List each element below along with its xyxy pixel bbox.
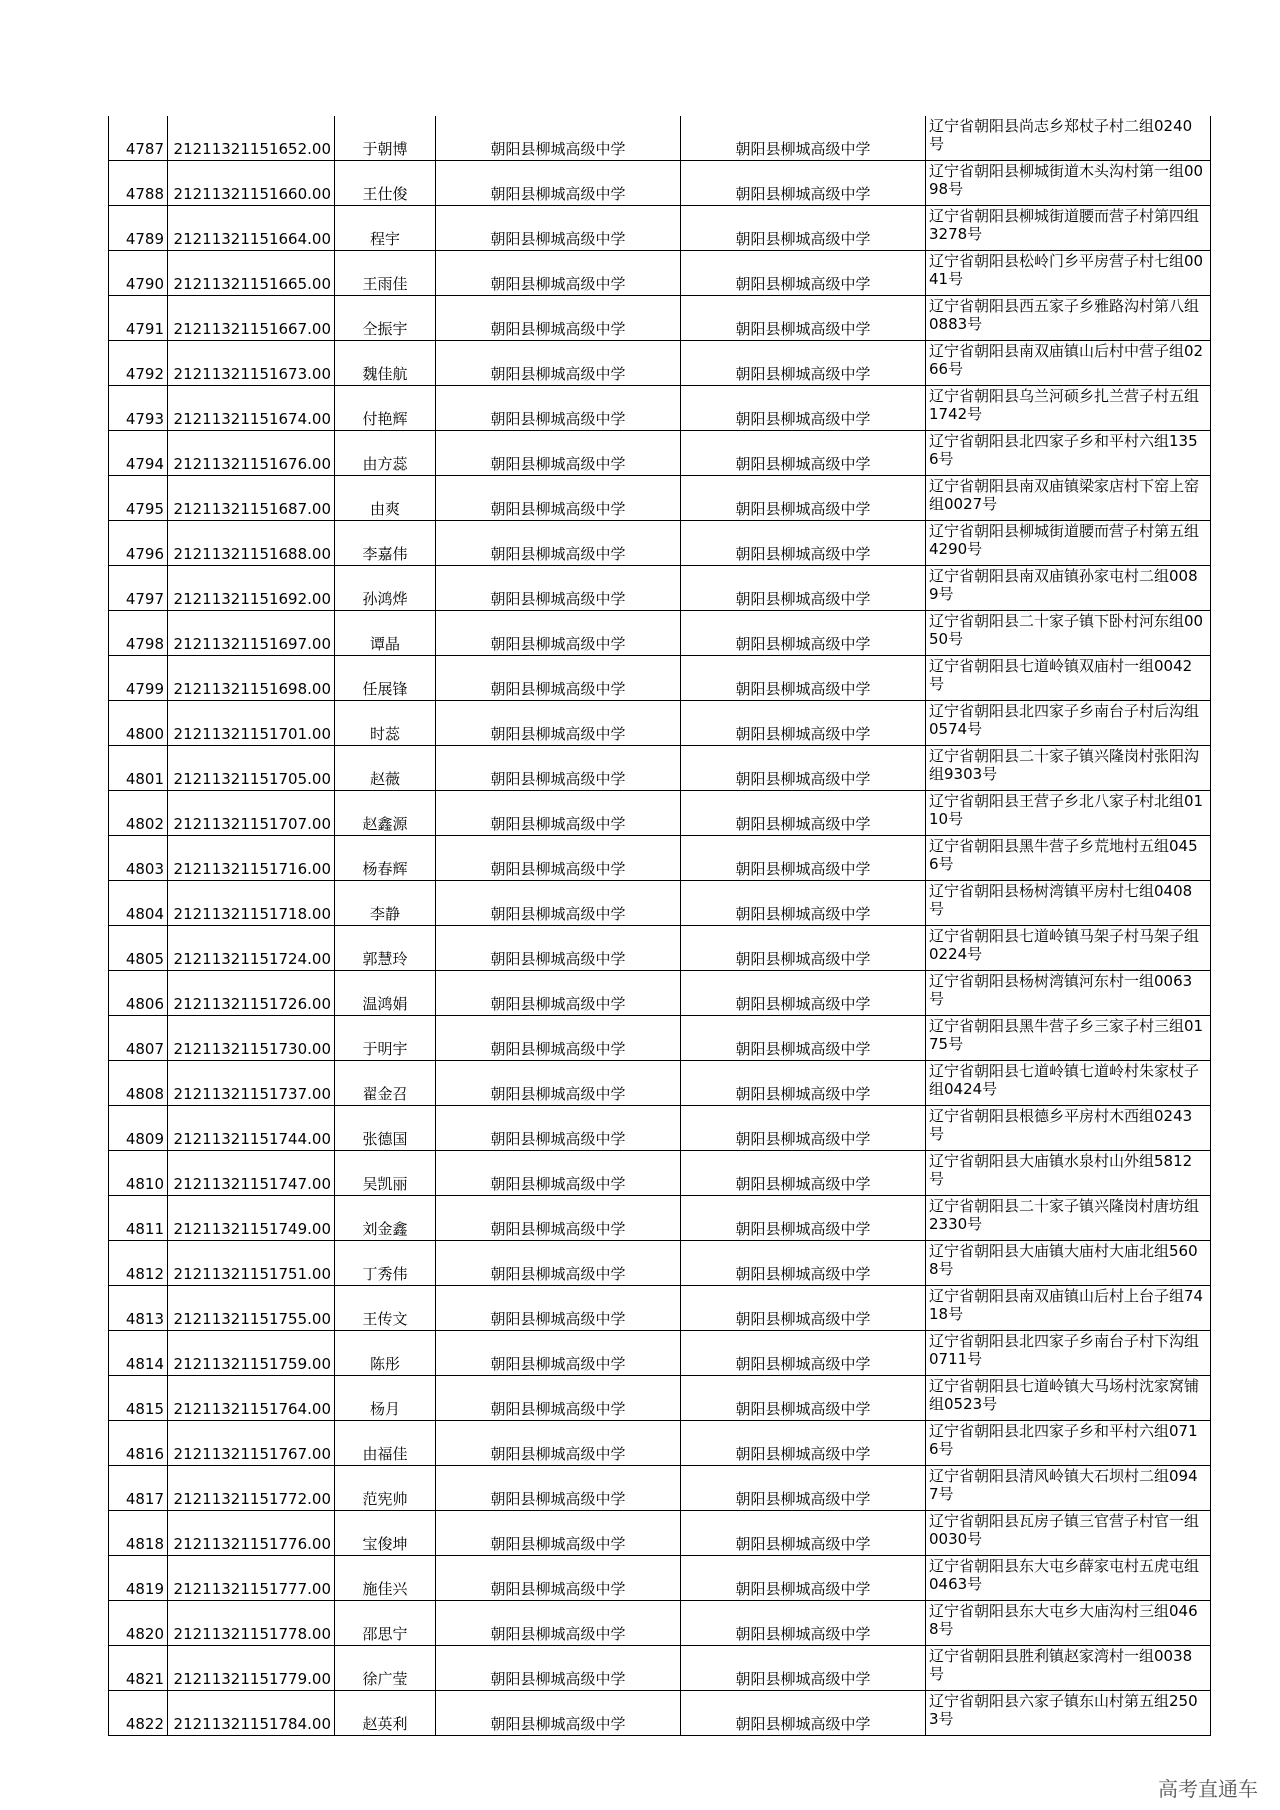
exam-id-cell: 21211321151764.00: [168, 1376, 335, 1421]
graduating-school-cell: 朝阳县柳城高级中学: [436, 701, 681, 746]
table-row: [109, 431, 1211, 476]
student-name-cell: 赵鑫源: [335, 791, 436, 836]
graduating-school-cell: 朝阳县柳城高级中学: [436, 881, 681, 926]
table-row: [109, 926, 1211, 971]
table-row: [109, 746, 1211, 791]
home-address-cell: 辽宁省朝阳县东大屯乡薛家屯村五虎屯组0463号: [926, 1556, 1211, 1601]
student-name-cell: 杨月: [335, 1376, 436, 1421]
home-address-cell: 辽宁省朝阳县北四家子乡和平村六组0716号: [926, 1421, 1211, 1466]
table-row: [109, 206, 1211, 251]
home-address-cell: 辽宁省朝阳县二十家子镇兴隆岗村张阳沟组9303号: [926, 746, 1211, 791]
row-number-cell: 4800: [109, 701, 168, 746]
admitted-school-cell: 朝阳县柳城高级中学: [681, 296, 926, 341]
student-name-cell: 王传文: [335, 1286, 436, 1331]
exam-id-cell: 21211321151784.00: [168, 1691, 335, 1736]
admitted-school-cell: 朝阳县柳城高级中学: [681, 1196, 926, 1241]
graduating-school-cell: 朝阳县柳城高级中学: [436, 1556, 681, 1601]
home-address-cell: 辽宁省朝阳县南双庙镇梁家店村下窑上窑组0027号: [926, 476, 1211, 521]
graduating-school-cell: 朝阳县柳城高级中学: [436, 161, 681, 206]
table-row: [109, 1196, 1211, 1241]
home-address-cell: 辽宁省朝阳县二十家子镇兴隆岗村唐坊组2330号: [926, 1196, 1211, 1241]
admitted-school-cell: 朝阳县柳城高级中学: [681, 1241, 926, 1286]
admitted-school-cell: 朝阳县柳城高级中学: [681, 791, 926, 836]
home-address-cell: 辽宁省朝阳县大庙镇大庙村大庙北组5608号: [926, 1241, 1211, 1286]
admitted-school-cell: 朝阳县柳城高级中学: [681, 836, 926, 881]
row-number-cell: 4803: [109, 836, 168, 881]
student-name-cell: 于明宇: [335, 1016, 436, 1061]
graduating-school-cell: 朝阳县柳城高级中学: [436, 1646, 681, 1691]
student-name-cell: 任展锋: [335, 656, 436, 701]
admitted-school-cell: 朝阳县柳城高级中学: [681, 566, 926, 611]
table-row: [109, 836, 1211, 881]
student-name-cell: 王雨佳: [335, 251, 436, 296]
table-row: [109, 1241, 1211, 1286]
row-number-cell: 4794: [109, 431, 168, 476]
row-number-cell: 4815: [109, 1376, 168, 1421]
graduating-school-cell: 朝阳县柳城高级中学: [436, 1466, 681, 1511]
admitted-school-cell: 朝阳县柳城高级中学: [681, 1646, 926, 1691]
table-row: [109, 1466, 1211, 1511]
table-row: [109, 971, 1211, 1016]
graduating-school-cell: 朝阳县柳城高级中学: [436, 386, 681, 431]
student-name-cell: 李静: [335, 881, 436, 926]
row-number-cell: 4822: [109, 1691, 168, 1736]
home-address-cell: 辽宁省朝阳县黑牛营子乡荒地村五组0456号: [926, 836, 1211, 881]
admitted-school-cell: 朝阳县柳城高级中学: [681, 386, 926, 431]
row-number-cell: 4814: [109, 1331, 168, 1376]
graduating-school-cell: 朝阳县柳城高级中学: [436, 1331, 681, 1376]
table-row: [109, 1556, 1211, 1601]
graduating-school-cell: 朝阳县柳城高级中学: [436, 1196, 681, 1241]
exam-id-cell: 21211321151779.00: [168, 1646, 335, 1691]
exam-id-cell: 21211321151737.00: [168, 1061, 335, 1106]
student-name-cell: 仝振宇: [335, 296, 436, 341]
student-name-cell: 程宇: [335, 206, 436, 251]
home-address-cell: 辽宁省朝阳县七道岭镇马架子村马架子组0224号: [926, 926, 1211, 971]
admitted-school-cell: 朝阳县柳城高级中学: [681, 1016, 926, 1061]
row-number-cell: 4805: [109, 926, 168, 971]
row-number-cell: 4812: [109, 1241, 168, 1286]
graduating-school-cell: 朝阳县柳城高级中学: [436, 1151, 681, 1196]
row-number-cell: 4793: [109, 386, 168, 431]
table-row: [109, 881, 1211, 926]
home-address-cell: 辽宁省朝阳县七道岭镇七道岭村朱家杖子组0424号: [926, 1061, 1211, 1106]
exam-id-cell: 21211321151673.00: [168, 341, 335, 386]
home-address-cell: 辽宁省朝阳县北四家子乡和平村六组1356号: [926, 431, 1211, 476]
row-number-cell: 4809: [109, 1106, 168, 1151]
table-row: [109, 251, 1211, 296]
graduating-school-cell: 朝阳县柳城高级中学: [436, 296, 681, 341]
row-number-cell: 4801: [109, 746, 168, 791]
student-name-cell: 李嘉伟: [335, 521, 436, 566]
graduating-school-cell: 朝阳县柳城高级中学: [436, 251, 681, 296]
table-row: [109, 1016, 1211, 1061]
student-name-cell: 杨春辉: [335, 836, 436, 881]
exam-id-cell: 21211321151705.00: [168, 746, 335, 791]
row-number-cell: 4799: [109, 656, 168, 701]
exam-id-cell: 21211321151688.00: [168, 521, 335, 566]
row-number-cell: 4820: [109, 1601, 168, 1646]
table-row: [109, 656, 1211, 701]
exam-id-cell: 21211321151707.00: [168, 791, 335, 836]
table-row: [109, 611, 1211, 656]
student-name-cell: 时蕊: [335, 701, 436, 746]
home-address-cell: 辽宁省朝阳县黑牛营子乡三家子村三组0175号: [926, 1016, 1211, 1061]
exam-id-cell: 21211321151698.00: [168, 656, 335, 701]
admitted-school-cell: 朝阳县柳城高级中学: [681, 1511, 926, 1556]
home-address-cell: 辽宁省朝阳县北四家子乡南台子村后沟组0574号: [926, 701, 1211, 746]
admitted-school-cell: 朝阳县柳城高级中学: [681, 1556, 926, 1601]
graduating-school-cell: 朝阳县柳城高级中学: [436, 926, 681, 971]
admitted-school-cell: 朝阳县柳城高级中学: [681, 1061, 926, 1106]
graduating-school-cell: 朝阳县柳城高级中学: [436, 1376, 681, 1421]
graduating-school-cell: 朝阳县柳城高级中学: [436, 1241, 681, 1286]
admitted-school-cell: 朝阳县柳城高级中学: [681, 431, 926, 476]
student-name-cell: 范宪帅: [335, 1466, 436, 1511]
student-name-cell: 陈彤: [335, 1331, 436, 1376]
graduating-school-cell: 朝阳县柳城高级中学: [436, 611, 681, 656]
home-address-cell: 辽宁省朝阳县松岭门乡平房营子村七组0041号: [926, 251, 1211, 296]
row-number-cell: 4788: [109, 161, 168, 206]
row-number-cell: 4808: [109, 1061, 168, 1106]
table-row: [109, 1286, 1211, 1331]
row-number-cell: 4810: [109, 1151, 168, 1196]
exam-id-cell: 21211321151749.00: [168, 1196, 335, 1241]
graduating-school-cell: 朝阳县柳城高级中学: [436, 836, 681, 881]
home-address-cell: 辽宁省朝阳县大庙镇水泉村山外组5812号: [926, 1151, 1211, 1196]
table-row: [109, 566, 1211, 611]
home-address-cell: 辽宁省朝阳县南双庙镇孙家屯村二组0089号: [926, 566, 1211, 611]
exam-id-cell: 21211321151667.00: [168, 296, 335, 341]
table-body: [109, 116, 1211, 1736]
home-address-cell: 辽宁省朝阳县杨树湾镇河东村一组0063号: [926, 971, 1211, 1016]
graduating-school-cell: 朝阳县柳城高级中学: [436, 791, 681, 836]
exam-id-cell: 21211321151777.00: [168, 1556, 335, 1601]
student-name-cell: 邵思宁: [335, 1601, 436, 1646]
table-row: [109, 1151, 1211, 1196]
admitted-school-cell: 朝阳县柳城高级中学: [681, 1286, 926, 1331]
admitted-school-cell: 朝阳县柳城高级中学: [681, 341, 926, 386]
admitted-school-cell: 朝阳县柳城高级中学: [681, 611, 926, 656]
exam-id-cell: 21211321151755.00: [168, 1286, 335, 1331]
exam-id-cell: 21211321151751.00: [168, 1241, 335, 1286]
home-address-cell: 辽宁省朝阳县北四家子乡南台子村下沟组0711号: [926, 1331, 1211, 1376]
exam-id-cell: 21211321151687.00: [168, 476, 335, 521]
exam-id-cell: 21211321151652.00: [168, 116, 335, 161]
exam-id-cell: 21211321151772.00: [168, 1466, 335, 1511]
admitted-school-cell: 朝阳县柳城高级中学: [681, 476, 926, 521]
exam-id-cell: 21211321151776.00: [168, 1511, 335, 1556]
student-name-cell: 付艳辉: [335, 386, 436, 431]
row-number-cell: 4816: [109, 1421, 168, 1466]
admitted-school-cell: 朝阳县柳城高级中学: [681, 1106, 926, 1151]
graduating-school-cell: 朝阳县柳城高级中学: [436, 1106, 681, 1151]
student-name-cell: 谭晶: [335, 611, 436, 656]
student-name-cell: 翟金召: [335, 1061, 436, 1106]
exam-id-cell: 21211321151674.00: [168, 386, 335, 431]
home-address-cell: 辽宁省朝阳县尚志乡郑杖子村二组0240号: [926, 116, 1211, 161]
table-row: [109, 1646, 1211, 1691]
table-row: [109, 701, 1211, 746]
home-address-cell: 辽宁省朝阳县胜利镇赵家湾村一组0038号: [926, 1646, 1211, 1691]
graduating-school-cell: 朝阳县柳城高级中学: [436, 206, 681, 251]
home-address-cell: 辽宁省朝阳县西五家子乡雅路沟村第八组0883号: [926, 296, 1211, 341]
table-row: [109, 1601, 1211, 1646]
row-number-cell: 4802: [109, 791, 168, 836]
graduating-school-cell: 朝阳县柳城高级中学: [436, 746, 681, 791]
graduating-school-cell: 朝阳县柳城高级中学: [436, 1061, 681, 1106]
exam-id-cell: 21211321151767.00: [168, 1421, 335, 1466]
table-row: [109, 1106, 1211, 1151]
admitted-school-cell: 朝阳县柳城高级中学: [681, 1376, 926, 1421]
watermark-text: 高考直通车: [1158, 1777, 1258, 1801]
graduating-school-cell: 朝阳县柳城高级中学: [436, 521, 681, 566]
graduating-school-cell: 朝阳县柳城高级中学: [436, 1421, 681, 1466]
exam-id-cell: 21211321151692.00: [168, 566, 335, 611]
student-name-cell: 赵薇: [335, 746, 436, 791]
row-number-cell: 4798: [109, 611, 168, 656]
graduating-school-cell: 朝阳县柳城高级中学: [436, 476, 681, 521]
row-number-cell: 4811: [109, 1196, 168, 1241]
home-address-cell: 辽宁省朝阳县王营子乡北八家子村北组0110号: [926, 791, 1211, 836]
table-row: [109, 476, 1211, 521]
admitted-school-cell: 朝阳县柳城高级中学: [681, 161, 926, 206]
home-address-cell: 辽宁省朝阳县南双庙镇山后村上台子组7418号: [926, 1286, 1211, 1331]
home-address-cell: 辽宁省朝阳县柳城街道腰而营子村第五组4290号: [926, 521, 1211, 566]
table-row: [109, 341, 1211, 386]
home-address-cell: 辽宁省朝阳县南双庙镇山后村中营子组0266号: [926, 341, 1211, 386]
admitted-school-cell: 朝阳县柳城高级中学: [681, 926, 926, 971]
exam-id-cell: 21211321151726.00: [168, 971, 335, 1016]
row-number-cell: 4821: [109, 1646, 168, 1691]
row-number-cell: 4795: [109, 476, 168, 521]
table-row: [109, 386, 1211, 431]
student-name-cell: 刘金鑫: [335, 1196, 436, 1241]
row-number-cell: 4792: [109, 341, 168, 386]
admitted-school-cell: 朝阳县柳城高级中学: [681, 251, 926, 296]
row-number-cell: 4819: [109, 1556, 168, 1601]
admitted-school-cell: 朝阳县柳城高级中学: [681, 1151, 926, 1196]
table-row: [109, 1331, 1211, 1376]
home-address-cell: 辽宁省朝阳县根德乡平房村木西组0243号: [926, 1106, 1211, 1151]
graduating-school-cell: 朝阳县柳城高级中学: [436, 656, 681, 701]
exam-id-cell: 21211321151759.00: [168, 1331, 335, 1376]
table-row: [109, 1061, 1211, 1106]
exam-id-cell: 21211321151665.00: [168, 251, 335, 296]
home-address-cell: 辽宁省朝阳县乌兰河硕乡扎兰营子村五组1742号: [926, 386, 1211, 431]
row-number-cell: 4804: [109, 881, 168, 926]
table-row: [109, 791, 1211, 836]
table-row: [109, 161, 1211, 206]
home-address-cell: 辽宁省朝阳县清风岭镇大石坝村二组0947号: [926, 1466, 1211, 1511]
exam-id-cell: 21211321151716.00: [168, 836, 335, 881]
admitted-school-cell: 朝阳县柳城高级中学: [681, 1421, 926, 1466]
home-address-cell: 辽宁省朝阳县七道岭镇双庙村一组0042号: [926, 656, 1211, 701]
student-name-cell: 施佳兴: [335, 1556, 436, 1601]
home-address-cell: 辽宁省朝阳县瓦房子镇三官营子村官一组0030号: [926, 1511, 1211, 1556]
row-number-cell: 4797: [109, 566, 168, 611]
exam-id-cell: 21211321151701.00: [168, 701, 335, 746]
graduating-school-cell: 朝阳县柳城高级中学: [436, 341, 681, 386]
student-name-cell: 吴凯丽: [335, 1151, 436, 1196]
exam-id-cell: 21211321151744.00: [168, 1106, 335, 1151]
graduating-school-cell: 朝阳县柳城高级中学: [436, 971, 681, 1016]
admitted-school-cell: 朝阳县柳城高级中学: [681, 701, 926, 746]
student-name-cell: 由爽: [335, 476, 436, 521]
student-name-cell: 孙鸿烨: [335, 566, 436, 611]
student-name-cell: 于朝博: [335, 116, 436, 161]
graduating-school-cell: 朝阳县柳城高级中学: [436, 1016, 681, 1061]
table-row: [109, 1691, 1211, 1736]
admitted-school-cell: 朝阳县柳城高级中学: [681, 1601, 926, 1646]
home-address-cell: 辽宁省朝阳县柳城街道木头沟村第一组0098号: [926, 161, 1211, 206]
student-name-cell: 由方蕊: [335, 431, 436, 476]
home-address-cell: 辽宁省朝阳县柳城街道腰而营子村第四组3278号: [926, 206, 1211, 251]
student-name-cell: 赵英利: [335, 1691, 436, 1736]
home-address-cell: 辽宁省朝阳县东大屯乡大庙沟村三组0468号: [926, 1601, 1211, 1646]
home-address-cell: 辽宁省朝阳县七道岭镇大马场村沈家窝铺组0523号: [926, 1376, 1211, 1421]
student-name-cell: 徐广莹: [335, 1646, 436, 1691]
admitted-school-cell: 朝阳县柳城高级中学: [681, 1691, 926, 1736]
row-number-cell: 4818: [109, 1511, 168, 1556]
student-name-cell: 魏佳航: [335, 341, 436, 386]
row-number-cell: 4787: [109, 116, 168, 161]
admitted-school-cell: 朝阳县柳城高级中学: [681, 116, 926, 161]
row-number-cell: 4817: [109, 1466, 168, 1511]
exam-id-cell: 21211321151778.00: [168, 1601, 335, 1646]
home-address-cell: 辽宁省朝阳县二十家子镇下卧村河东组0050号: [926, 611, 1211, 656]
table-row: [109, 1421, 1211, 1466]
admitted-school-cell: 朝阳县柳城高级中学: [681, 746, 926, 791]
graduating-school-cell: 朝阳县柳城高级中学: [436, 1511, 681, 1556]
table-row: [109, 521, 1211, 566]
admitted-school-cell: 朝阳县柳城高级中学: [681, 656, 926, 701]
table-row: [109, 1376, 1211, 1421]
exam-id-cell: 21211321151664.00: [168, 206, 335, 251]
exam-id-cell: 21211321151676.00: [168, 431, 335, 476]
exam-id-cell: 21211321151697.00: [168, 611, 335, 656]
student-name-cell: 由福佳: [335, 1421, 436, 1466]
graduating-school-cell: 朝阳县柳城高级中学: [436, 566, 681, 611]
row-number-cell: 4796: [109, 521, 168, 566]
exam-id-cell: 21211321151660.00: [168, 161, 335, 206]
student-name-cell: 张德国: [335, 1106, 436, 1151]
exam-id-cell: 21211321151718.00: [168, 881, 335, 926]
row-number-cell: 4790: [109, 251, 168, 296]
row-number-cell: 4789: [109, 206, 168, 251]
admitted-school-cell: 朝阳县柳城高级中学: [681, 971, 926, 1016]
graduating-school-cell: 朝阳县柳城高级中学: [436, 1286, 681, 1331]
student-name-cell: 宝俊坤: [335, 1511, 436, 1556]
admitted-school-cell: 朝阳县柳城高级中学: [681, 881, 926, 926]
row-number-cell: 4813: [109, 1286, 168, 1331]
student-name-cell: 丁秀伟: [335, 1241, 436, 1286]
row-number-cell: 4807: [109, 1016, 168, 1061]
student-name-cell: 郭慧玲: [335, 926, 436, 971]
admission-list-sheet: [108, 116, 1211, 1736]
graduating-school-cell: 朝阳县柳城高级中学: [436, 1601, 681, 1646]
admission-table: [108, 116, 1211, 1736]
row-number-cell: 4806: [109, 971, 168, 1016]
graduating-school-cell: 朝阳县柳城高级中学: [436, 431, 681, 476]
table-row: [109, 116, 1211, 161]
admitted-school-cell: 朝阳县柳城高级中学: [681, 1331, 926, 1376]
graduating-school-cell: 朝阳县柳城高级中学: [436, 116, 681, 161]
admitted-school-cell: 朝阳县柳城高级中学: [681, 521, 926, 566]
table-row: [109, 1511, 1211, 1556]
exam-id-cell: 21211321151730.00: [168, 1016, 335, 1061]
student-name-cell: 温鸿娟: [335, 971, 436, 1016]
home-address-cell: 辽宁省朝阳县杨树湾镇平房村七组0408号: [926, 881, 1211, 926]
exam-id-cell: 21211321151747.00: [168, 1151, 335, 1196]
home-address-cell: 辽宁省朝阳县六家子镇东山村第五组2503号: [926, 1691, 1211, 1736]
row-number-cell: 4791: [109, 296, 168, 341]
student-name-cell: 王仕俊: [335, 161, 436, 206]
exam-id-cell: 21211321151724.00: [168, 926, 335, 971]
graduating-school-cell: 朝阳县柳城高级中学: [436, 1691, 681, 1736]
admitted-school-cell: 朝阳县柳城高级中学: [681, 206, 926, 251]
table-row: [109, 296, 1211, 341]
admitted-school-cell: 朝阳县柳城高级中学: [681, 1466, 926, 1511]
